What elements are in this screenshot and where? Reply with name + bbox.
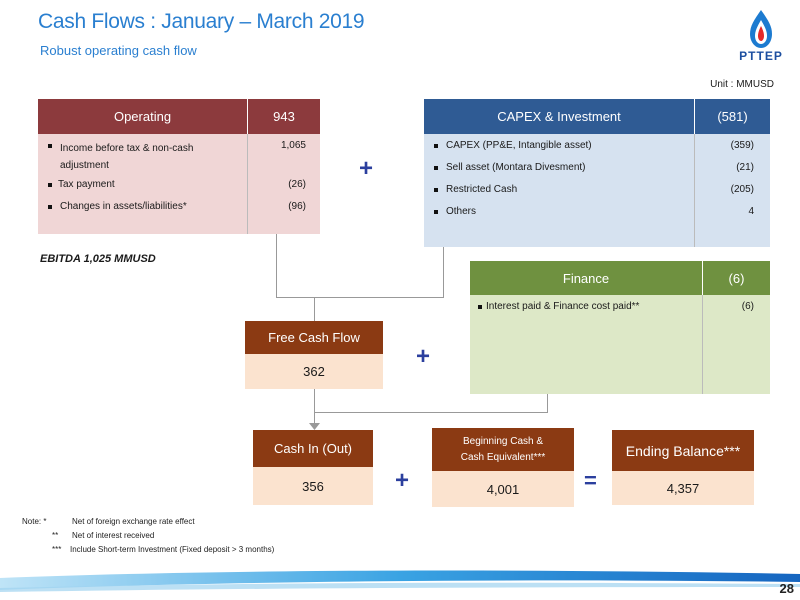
- plus-operator: +: [395, 467, 410, 494]
- bullet-icon: [48, 183, 52, 187]
- item-value: (21): [736, 162, 754, 173]
- operating-header: [38, 99, 320, 134]
- item-label: Others: [446, 206, 477, 217]
- list-item: [434, 206, 476, 217]
- item-label: Changes in assets/liabilities*: [60, 201, 187, 212]
- finance-total: (6): [728, 270, 745, 286]
- bullet-icon: [48, 144, 52, 148]
- bullet-icon: [434, 166, 438, 170]
- connector-line: [314, 297, 315, 321]
- bullet-icon: [48, 205, 52, 209]
- ending-balance-label: Ending Balance***: [625, 442, 741, 459]
- bullet-icon: [434, 144, 438, 148]
- item-label: Interest paid & Finance cost paid**: [486, 301, 640, 312]
- item-value: (359): [730, 140, 754, 151]
- item-label: Sell asset (Montara Divesment): [446, 162, 586, 173]
- footnote: Note: * Net of foreign exchange rate effect: [22, 517, 195, 526]
- finance-label: Finance: [562, 270, 610, 286]
- page-subtitle: Robust operating cash flow: [40, 43, 197, 58]
- arrow-down-icon: [309, 423, 320, 430]
- connector-line: [547, 394, 548, 412]
- item-value: 1,065: [280, 140, 306, 151]
- cash-in-out-value-box: [253, 467, 373, 505]
- item-value: (205): [730, 184, 754, 195]
- beginning-cash-header: [432, 428, 574, 471]
- item-value: (96): [288, 201, 306, 212]
- item-label: Tax payment: [58, 179, 115, 190]
- item-value: (26): [288, 179, 306, 190]
- item-label-cont: adjustment: [60, 160, 109, 171]
- operating-body: [38, 134, 320, 234]
- list-item: [434, 162, 586, 173]
- list-item: [48, 201, 187, 212]
- item-label: Restricted Cash: [446, 184, 518, 195]
- ending-balance-value: 4,357: [666, 480, 700, 496]
- flame-logo-icon: [726, 8, 796, 50]
- connector-line: [276, 234, 277, 298]
- unit-label: Unit : MMUSD: [710, 79, 774, 90]
- free-cash-flow-label: Free Cash Flow: [268, 330, 360, 345]
- item-value: 4: [748, 206, 754, 217]
- page-number: 28: [779, 581, 794, 596]
- connector-line: [314, 389, 315, 412]
- list-item: [478, 301, 639, 312]
- footnote: ** Net of interest received: [52, 531, 155, 540]
- plus-operator: +: [359, 155, 374, 182]
- list-item: [434, 184, 517, 195]
- finance-body: [470, 295, 770, 394]
- list-item: [434, 140, 592, 151]
- connector-line: [443, 247, 444, 298]
- list-item: [48, 140, 193, 174]
- equals-operator: =: [584, 468, 597, 493]
- capex-header: [424, 99, 770, 134]
- connector-line: [314, 412, 548, 413]
- footnotes: [22, 515, 274, 557]
- beginning-cash-value-box: [432, 471, 574, 507]
- item-value: (6): [741, 301, 754, 312]
- finance-header: [470, 261, 770, 295]
- item-label: CAPEX (PP&E, Intangible asset): [446, 140, 592, 151]
- bullet-icon: [478, 305, 482, 309]
- finance-box: [470, 261, 770, 394]
- page-title: Cash Flows : January – March 2019: [38, 10, 365, 33]
- item-label: Income before tax & non-cash: [60, 143, 194, 154]
- list-item: [48, 179, 115, 190]
- capex-body: [424, 134, 770, 247]
- ending-balance-value-box: [612, 471, 754, 505]
- cash-in-out-header: [253, 430, 373, 467]
- cash-in-out-label: Cash In (Out): [273, 441, 353, 456]
- operating-total: 943: [273, 109, 295, 124]
- ebitda-note: EBITDA 1,025 MMUSD: [40, 253, 156, 265]
- capex-total: (581): [717, 109, 748, 124]
- cash-in-out-value: 356: [302, 478, 324, 494]
- connector-line: [276, 297, 444, 298]
- operating-label: Operating: [113, 109, 172, 124]
- ending-balance-header: [612, 430, 754, 471]
- free-cash-flow-header: [245, 321, 383, 354]
- beginning-cash-label-line2: Cash Equivalent***: [460, 451, 546, 463]
- footnote: *** Include Short-term Investment (Fixed deposit > 3 months): [52, 545, 275, 554]
- bullet-icon: [434, 188, 438, 192]
- capex-box: [424, 99, 770, 247]
- beginning-cash-label-line1: Beginning Cash &: [462, 435, 544, 447]
- capex-label: CAPEX & Investment: [497, 109, 621, 124]
- pttep-logo: [726, 8, 796, 68]
- bullet-icon: [434, 210, 438, 214]
- free-cash-flow-value-box: [245, 354, 383, 389]
- free-cash-flow-value: 362: [303, 364, 325, 379]
- beginning-cash-value: 4,001: [486, 481, 520, 497]
- logo-text: PTTEP: [739, 49, 783, 63]
- plus-operator: +: [416, 343, 431, 370]
- operating-box: [38, 99, 320, 234]
- footer-swoosh-decoration: [0, 560, 800, 600]
